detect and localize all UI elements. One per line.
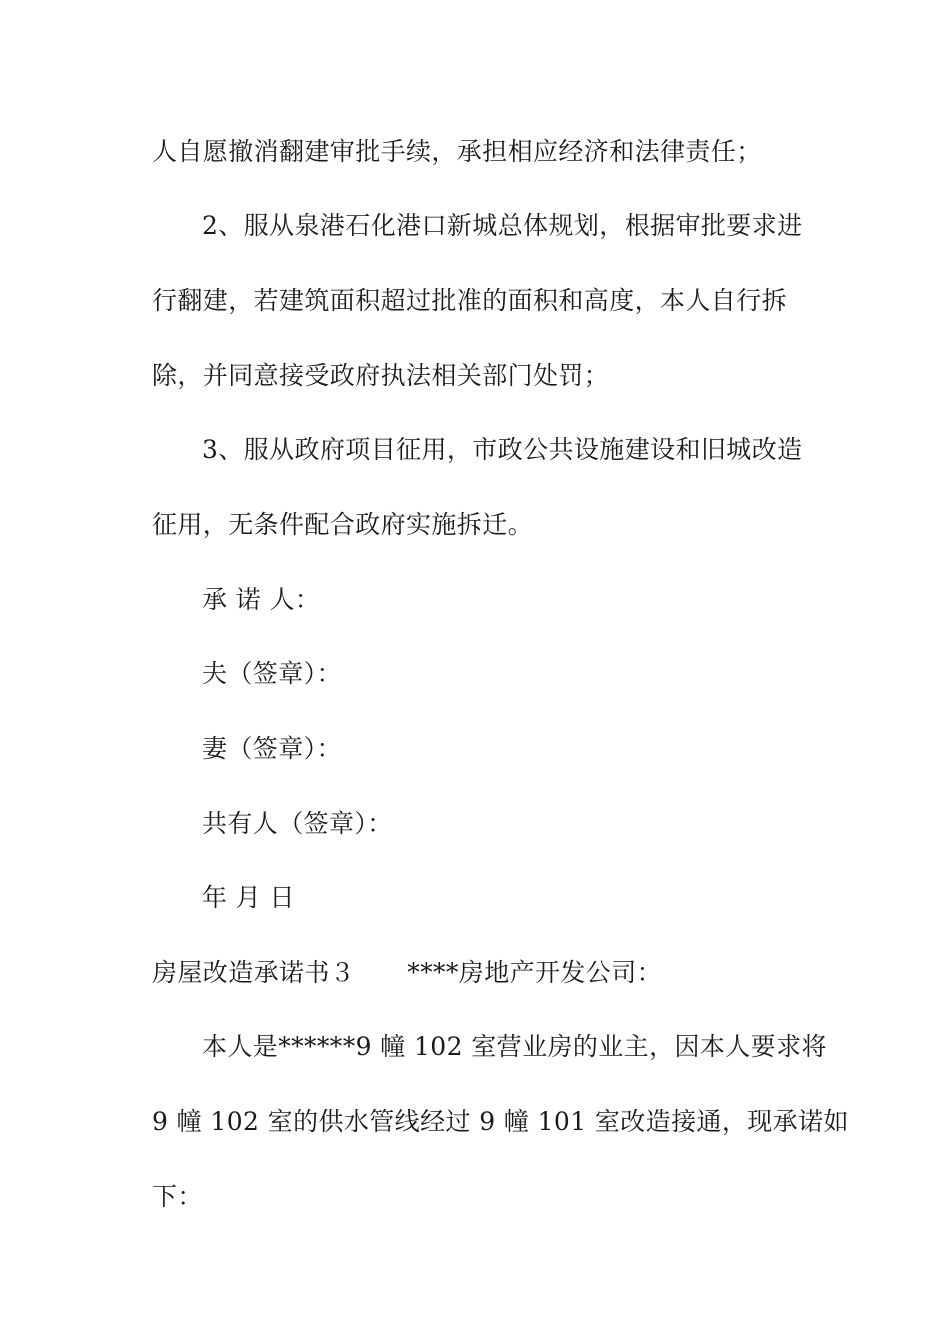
section-title: 房屋改造承诺书３ xyxy=(152,958,356,987)
paragraph-line: 本人是******9 幢 102 室营业房的业主，因本人要求将 xyxy=(202,1032,827,1061)
husband-signature-label: 夫（签章）： xyxy=(202,659,342,688)
paragraph-line: 9 幢 102 室的供水管线经过 9 幢 101 室改造接通，现承诺如 xyxy=(152,1107,849,1136)
signatory-label: 承 诺 人： xyxy=(202,585,321,614)
paragraph-line: 行翻建，若建筑面积超过批准的面积和高度，本人自行拆 xyxy=(152,286,788,315)
wife-signature-label: 妻（签章）： xyxy=(202,734,342,763)
paragraph-line: 下： xyxy=(152,1182,203,1211)
section-heading xyxy=(152,958,812,988)
paragraph-line: 征用，无条件配合政府实施拆迁。 xyxy=(152,510,534,539)
paragraph-line: 2、服从泉港石化港口新城总体规划，根据审批要求进 xyxy=(202,211,803,240)
paragraph-line: 除，并同意接受政府执法相关部门处罚； xyxy=(152,361,610,390)
date-label: 年 月 日 xyxy=(202,883,295,912)
paragraph-line: 人自愿撤消翻建审批手续，承担相应经济和法律责任； xyxy=(152,137,762,166)
co-owner-signature-label: 共有人（签章）： xyxy=(202,809,393,838)
addressee: ****房地产开发公司： xyxy=(407,958,663,987)
paragraph-line: 3、服从政府项目征用，市政公共设施建设和旧城改造 xyxy=(202,435,803,464)
